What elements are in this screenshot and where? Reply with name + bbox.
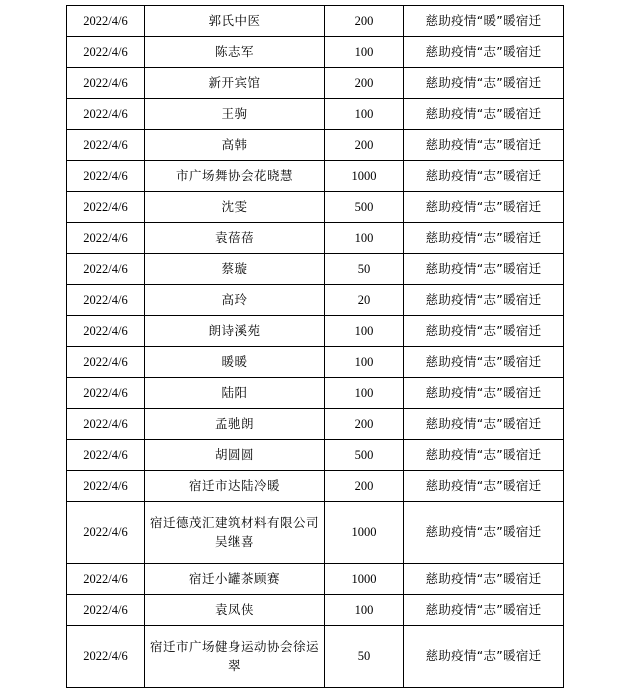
cell-amount: 50 xyxy=(325,254,404,285)
cell-purpose: 慈助疫情“志”暖宿迁 xyxy=(404,316,564,347)
cell-purpose: 慈助疫情“志”暖宿迁 xyxy=(404,409,564,440)
cell-purpose: 慈助疫情“志”暖宿迁 xyxy=(404,347,564,378)
cell-donor: 胡圆圆 xyxy=(145,440,325,471)
cell-purpose: 慈助疫情“志”暖宿迁 xyxy=(404,626,564,688)
cell-donor: 宿迁市达陆冷暖 xyxy=(145,471,325,502)
cell-purpose: 慈助疫情“志”暖宿迁 xyxy=(404,130,564,161)
cell-donor: 郭氏中医 xyxy=(145,6,325,37)
cell-donor: 高玲 xyxy=(145,285,325,316)
cell-date: 2022/4/6 xyxy=(67,192,145,223)
cell-donor: 袁蓓蓓 xyxy=(145,223,325,254)
cell-purpose: 慈助疫情“志”暖宿迁 xyxy=(404,37,564,68)
cell-amount: 200 xyxy=(325,471,404,502)
cell-donor: 王驹 xyxy=(145,99,325,130)
table-row xyxy=(67,285,564,316)
cell-date: 2022/4/6 xyxy=(67,502,145,564)
cell-amount: 100 xyxy=(325,378,404,409)
table-row xyxy=(67,626,564,688)
cell-purpose: 慈助疫情“志”暖宿迁 xyxy=(404,564,564,595)
donation-table-body xyxy=(67,6,564,688)
table-row xyxy=(67,409,564,440)
cell-amount: 200 xyxy=(325,68,404,99)
cell-donor: 陈志军 xyxy=(145,37,325,68)
table-row xyxy=(67,99,564,130)
cell-amount: 1000 xyxy=(325,502,404,564)
cell-amount: 200 xyxy=(325,130,404,161)
cell-purpose: 慈助疫情“志”暖宿迁 xyxy=(404,595,564,626)
cell-donor: 高韩 xyxy=(145,130,325,161)
cell-date: 2022/4/6 xyxy=(67,378,145,409)
cell-amount: 100 xyxy=(325,223,404,254)
table-row xyxy=(67,471,564,502)
cell-donor: 沈雯 xyxy=(145,192,325,223)
cell-purpose: 慈助疫情“志”暖宿迁 xyxy=(404,223,564,254)
cell-donor: 新开宾馆 xyxy=(145,68,325,99)
table-row xyxy=(67,347,564,378)
cell-purpose: 慈助疫情“志”暖宿迁 xyxy=(404,68,564,99)
table-row xyxy=(67,161,564,192)
cell-purpose: 慈助疫情“志”暖宿迁 xyxy=(404,440,564,471)
table-row xyxy=(67,316,564,347)
donation-table xyxy=(66,5,564,688)
cell-donor: 陆阳 xyxy=(145,378,325,409)
cell-purpose: 慈助疫情“志”暖宿迁 xyxy=(404,99,564,130)
table-row xyxy=(67,378,564,409)
cell-date: 2022/4/6 xyxy=(67,564,145,595)
table-row xyxy=(67,68,564,99)
cell-purpose: 慈助疫情“志”暖宿迁 xyxy=(404,378,564,409)
table-row xyxy=(67,254,564,285)
cell-date: 2022/4/6 xyxy=(67,316,145,347)
cell-donor: 袁凤侠 xyxy=(145,595,325,626)
cell-amount: 500 xyxy=(325,440,404,471)
cell-amount: 100 xyxy=(325,595,404,626)
cell-amount: 100 xyxy=(325,316,404,347)
cell-date: 2022/4/6 xyxy=(67,161,145,192)
cell-purpose: 慈助疫情“暖”暖宿迁 xyxy=(404,6,564,37)
cell-donor: 宿迁德茂汇建筑材料有限公司吴继喜 xyxy=(145,502,325,564)
cell-amount: 200 xyxy=(325,409,404,440)
table-row xyxy=(67,37,564,68)
cell-donor: 宿迁小罐茶顾赛 xyxy=(145,564,325,595)
cell-amount: 100 xyxy=(325,37,404,68)
cell-date: 2022/4/6 xyxy=(67,130,145,161)
cell-purpose: 慈助疫情“志”暖宿迁 xyxy=(404,161,564,192)
cell-amount: 500 xyxy=(325,192,404,223)
cell-amount: 20 xyxy=(325,285,404,316)
cell-date: 2022/4/6 xyxy=(67,440,145,471)
cell-amount: 100 xyxy=(325,99,404,130)
cell-purpose: 慈助疫情“志”暖宿迁 xyxy=(404,285,564,316)
cell-donor: 朗诗溪苑 xyxy=(145,316,325,347)
cell-date: 2022/4/6 xyxy=(67,595,145,626)
table-row xyxy=(67,6,564,37)
cell-purpose: 慈助疫情“志”暖宿迁 xyxy=(404,502,564,564)
cell-purpose: 慈助疫情“志”暖宿迁 xyxy=(404,192,564,223)
cell-donor: 蔡璇 xyxy=(145,254,325,285)
table-row xyxy=(67,440,564,471)
cell-amount: 200 xyxy=(325,6,404,37)
table-row xyxy=(67,192,564,223)
cell-purpose: 慈助疫情“志”暖宿迁 xyxy=(404,254,564,285)
cell-purpose: 慈助疫情“志”暖宿迁 xyxy=(404,471,564,502)
cell-donor: 孟驰朗 xyxy=(145,409,325,440)
table-row xyxy=(67,130,564,161)
cell-amount: 100 xyxy=(325,347,404,378)
cell-donor: 暖暖 xyxy=(145,347,325,378)
cell-date: 2022/4/6 xyxy=(67,68,145,99)
table-row xyxy=(67,502,564,564)
cell-amount: 1000 xyxy=(325,564,404,595)
cell-date: 2022/4/6 xyxy=(67,347,145,378)
cell-date: 2022/4/6 xyxy=(67,6,145,37)
cell-amount: 1000 xyxy=(325,161,404,192)
cell-donor: 宿迁市广场健身运动协会徐运翠 xyxy=(145,626,325,688)
cell-date: 2022/4/6 xyxy=(67,471,145,502)
cell-date: 2022/4/6 xyxy=(67,409,145,440)
cell-date: 2022/4/6 xyxy=(67,223,145,254)
cell-date: 2022/4/6 xyxy=(67,37,145,68)
cell-amount: 50 xyxy=(325,626,404,688)
table-row xyxy=(67,564,564,595)
cell-date: 2022/4/6 xyxy=(67,99,145,130)
table-row xyxy=(67,223,564,254)
cell-date: 2022/4/6 xyxy=(67,254,145,285)
cell-date: 2022/4/6 xyxy=(67,285,145,316)
cell-date: 2022/4/6 xyxy=(67,626,145,688)
table-row xyxy=(67,595,564,626)
cell-donor: 市广场舞协会花晓慧 xyxy=(145,161,325,192)
